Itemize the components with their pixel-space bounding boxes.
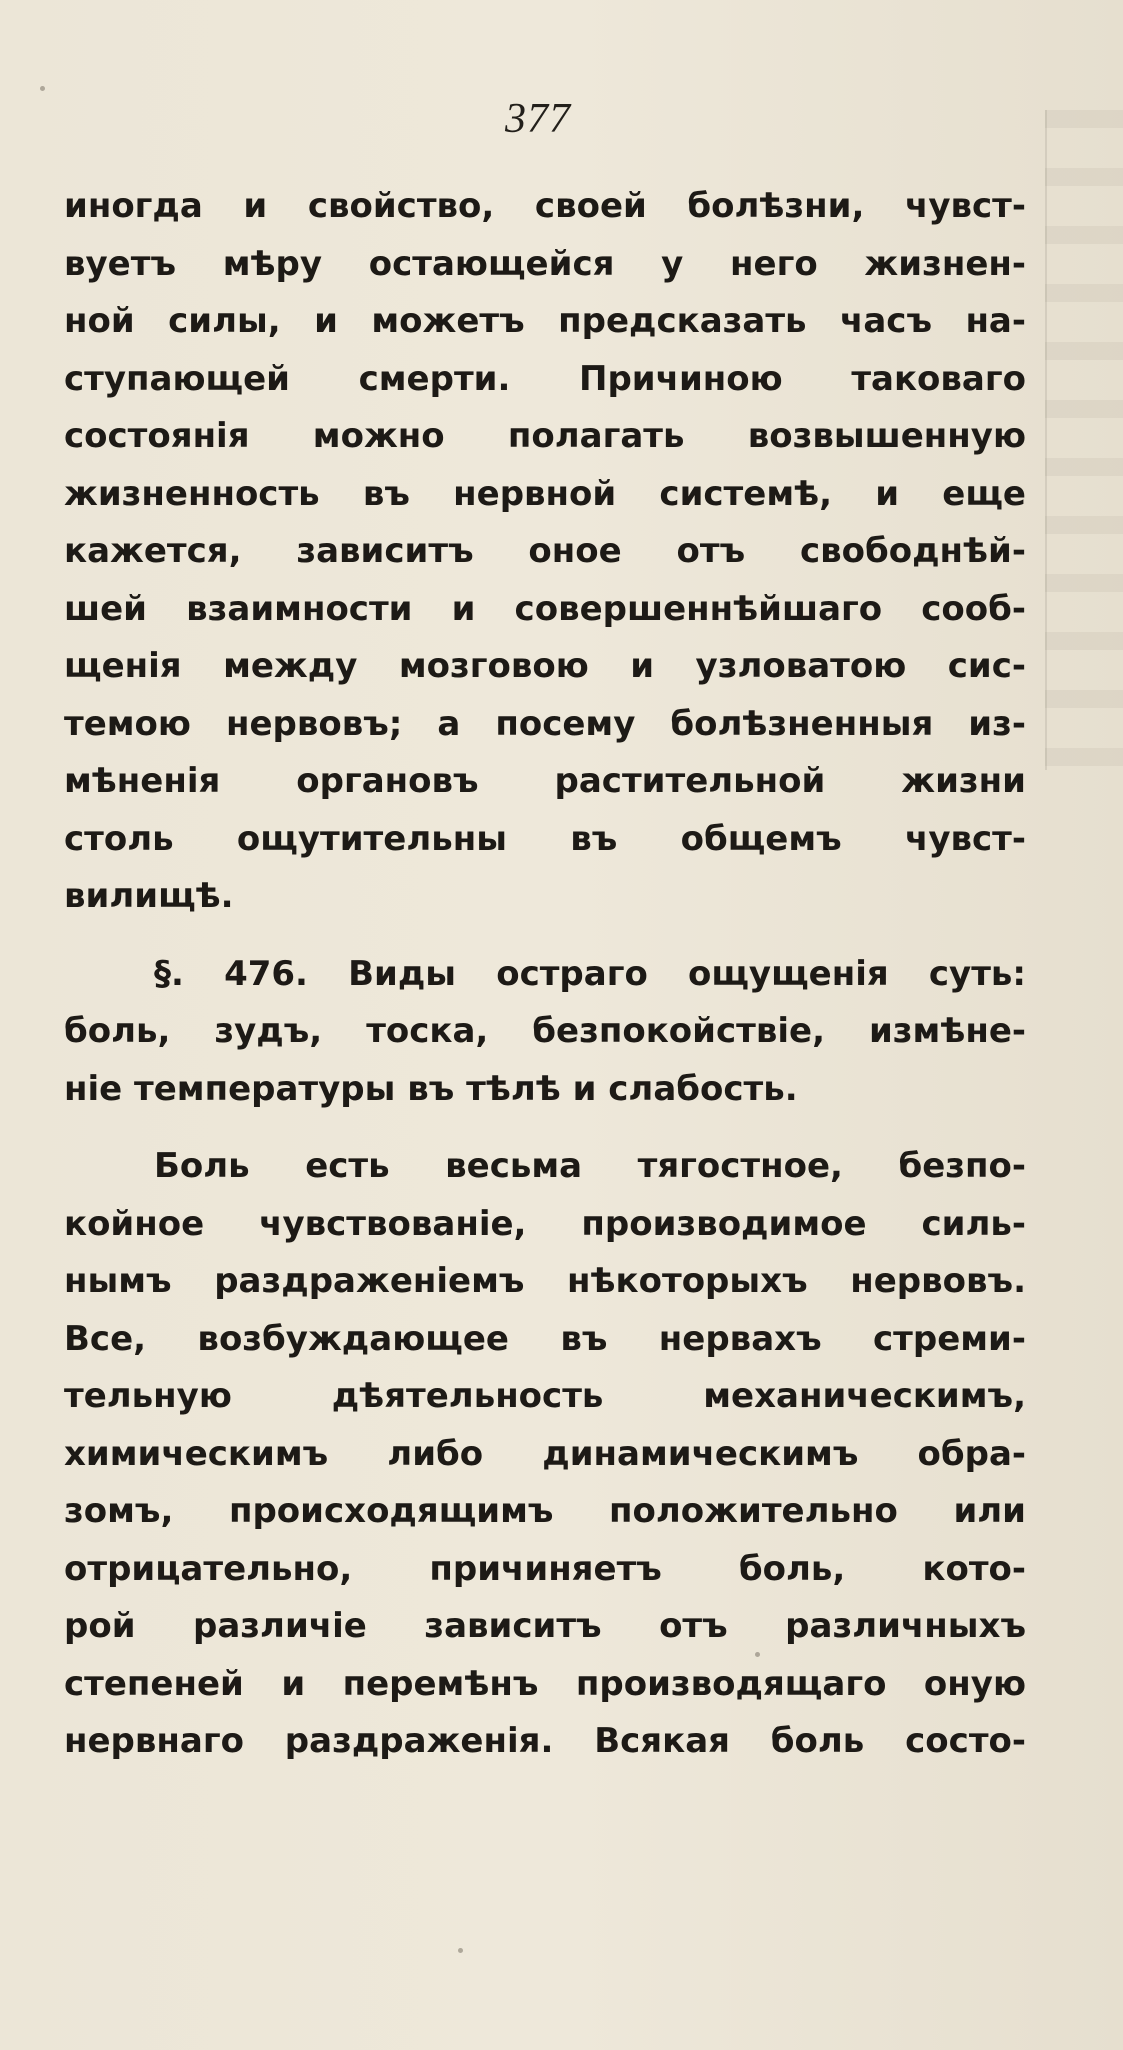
text-line: темою нервовъ; а посему болѣзненныя из- xyxy=(64,703,1026,744)
ink-speck xyxy=(458,1948,463,1953)
text-line: рой различіе зависитъ отъ различныхъ xyxy=(64,1606,1026,1646)
text-line: столь ощутительны въ общемъ чувст- xyxy=(64,818,1026,859)
text-line: тельную дѣятельность механическимъ, xyxy=(64,1376,1026,1416)
text-line: нымъ раздраженіемъ нѣкоторыхъ нервовъ. xyxy=(64,1261,1026,1301)
ink-speck xyxy=(40,86,45,91)
page-body-text xyxy=(64,178,1026,1771)
text-line: Все, возбуждающее въ нервахъ стреми- xyxy=(64,1318,1026,1359)
text-line: иногда и свойство, своей болѣзни, чувст- xyxy=(64,186,1026,226)
text-line: зомъ, происходящимъ положительно или xyxy=(64,1491,1026,1531)
text-line: степеней и перемѣнъ производящаго оную xyxy=(64,1663,1026,1704)
text-line: вилищѣ. xyxy=(64,876,234,916)
text-line: мѣненія органовъ растительной жизни xyxy=(64,761,1026,801)
section-heading-line: §. 476. Виды остраго ощущенія суть: xyxy=(154,953,1026,994)
bleed-through-margin xyxy=(1045,110,1123,770)
page-number: 377 xyxy=(505,96,571,142)
text-line: шей взаимности и совершеннѣйшаго сооб- xyxy=(64,588,1026,629)
text-line: вуетъ мѣру остающейся у него жизнен- xyxy=(64,243,1026,284)
text-line: жизненность въ нервной системѣ, и еще xyxy=(64,473,1026,514)
text-line: щенія между мозговою и узловатою сис- xyxy=(64,646,1026,686)
text-line: ступающей смерти. Причиною таковаго xyxy=(64,358,1026,399)
text-line: химическимъ либо динамическимъ обра- xyxy=(64,1433,1026,1474)
paragraph-gap xyxy=(64,1118,1026,1138)
text-line: отрицательно, причиняетъ боль, кото- xyxy=(64,1548,1026,1589)
text-line: кажется, зависитъ оное отъ свободнѣй- xyxy=(64,531,1026,571)
paragraph-gap xyxy=(64,926,1026,946)
text-line: койное чувствованіе, производимое силь- xyxy=(64,1203,1026,1244)
text-line: нервнаго раздраженія. Всякая боль состо- xyxy=(64,1721,1026,1761)
text-line: боль, зудъ, тоска, безпокойствіе, измѣне- xyxy=(64,1011,1026,1051)
text-line: ной силы, и можетъ предсказать часъ на- xyxy=(64,301,1026,341)
text-line: Боль есть весьма тягостное, безпо- xyxy=(154,1146,1026,1186)
text-line: состоянія можно полагать возвышенную xyxy=(64,416,1026,456)
text-line: ніе температуры въ тѣлѣ и слабость. xyxy=(64,1068,798,1109)
